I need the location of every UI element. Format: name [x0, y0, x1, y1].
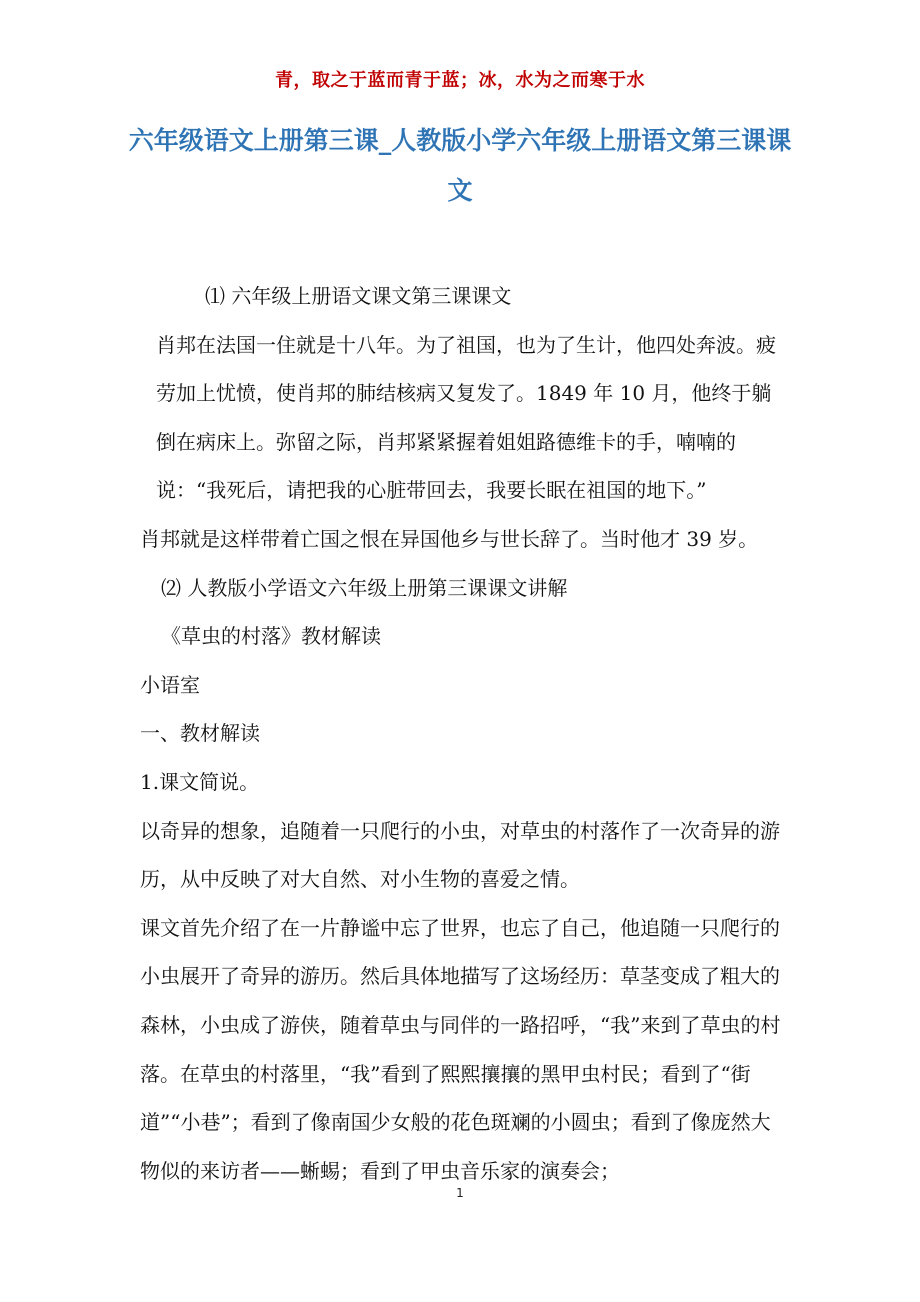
subheading-part-one: 一、教材解读: [140, 721, 260, 746]
paragraph-summary: 以奇异的想象，追随着一只爬行的小虫，对草虫的村落作了一次奇异的游历，从中反映了对大自然、对小生物的喜爱之情。: [140, 818, 780, 892]
document-title: 六年级语文上册第三课_人教版小学六年级上册语文第三课课文: [128, 126, 792, 205]
paragraph-chopin: 肖邦在法国一住就是十八年。为了祖国，也为了生计，他四处奔波。疲劳加上忧愤，使肖邦的肺结核病又复发了。1849 年 10 月，他终于躺倒在病床上。弥留之际，肖邦紧紧握着姐姐路德维卡的手，喃喃的说：“我死后，请把我的心脏带回去，我要长眠在祖国的地下。”: [156, 332, 776, 503]
paragraph-chopin-death: 肖邦就是这样带着亡国之恨在异国他乡与世长辞了。当时他才 39 岁。: [140, 526, 759, 551]
subheading-textbook: 《草虫的村落》教材解读: [161, 624, 381, 649]
header-motto: 青，取之于蓝而青于蓝；冰，水为之而寒于水: [275, 70, 645, 91]
subheading-author: 小语室: [140, 672, 200, 697]
section-heading-2: ⑵ 人教版小学语文六年级上册第三课课文讲解: [161, 575, 568, 600]
section-heading-1: ⑴ 六年级上册语文课文第三课课文: [205, 284, 512, 308]
paragraph-description: 课文首先介绍了在一片静谧中忘了世界，也忘了自己，他追随一只爬行的小虫展开了奇异的游历。然后具体地描写了这场经历：草茎变成了粗大的森林，小虫成了游侠，随着草虫与同伴的一路招呼，“我”来到了草虫的村落。在草虫的村落里，“我”看到了熙熙攘攘的黑甲虫村民；看到了“街道”“小巷”；看到了像南国少女般的花色斑斓的小圆虫；看到了像庞然大物似的来访者——蜥蜴；看到了甲虫音乐家的演奏会；: [140, 915, 781, 1183]
document-body: [140, 272, 790, 1195]
subheading-summary: 1.课文简说。: [140, 769, 260, 794]
page-number: 1: [456, 1186, 464, 1200]
